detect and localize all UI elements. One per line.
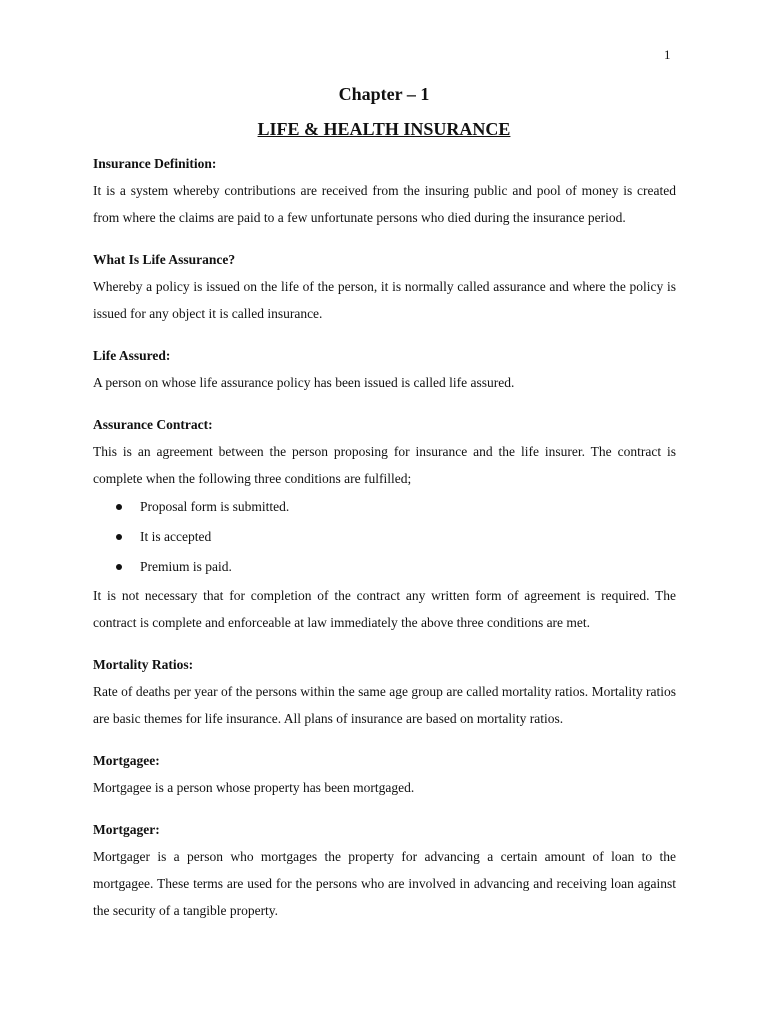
conditions-list — [93, 492, 676, 582]
page-number: 1 — [664, 47, 671, 62]
document-title: LIFE & HEALTH INSURANCE — [257, 119, 511, 139]
section-paragraph: Whereby a policy is issued on the life of the person, it is normally called assurance and where the policy is issued for any object it is called insurance. — [93, 279, 676, 321]
section-mortality-ratios — [93, 651, 676, 732]
section-assurance-contract — [93, 411, 676, 636]
section-life-assurance — [93, 246, 676, 327]
list-item — [93, 492, 676, 522]
section-heading: What Is Life Assurance? — [93, 252, 236, 267]
section-paragraph: Rate of deaths per year of the persons within the same age group are called mortality ratios. Mortality ratios are basic themes for life insurance. All plans of insurance are based on mortality ratios. — [93, 684, 676, 726]
section-paragraph: This is an agreement between the person proposing for insurance and the life insurer. The contract is complete when the following three conditions are fulfilled; — [93, 444, 676, 486]
section-paragraph: It is a system whereby contributions are received from the insuring public and pool of money is created from where the claims are paid to a few unfortunate persons who died during the insurance period. — [93, 183, 676, 225]
section-insurance-definition — [93, 150, 676, 231]
section-paragraph: Mortgager is a person who mortgages the property for advancing a certain amount of loan to the mortgagee. These terms are used for the persons who are involved in advancing and receiving loan against the security of a tangible property. — [93, 849, 676, 918]
list-item-text: Proposal form is submitted. — [140, 499, 290, 514]
section-heading: Life Assured: — [93, 348, 171, 363]
section-heading: Mortgagee: — [93, 753, 160, 768]
section-paragraph: It is not necessary that for completion of the contract any written form of agreement is required. The contract is complete and enforceable at law immediately the above three conditions are met. — [93, 588, 676, 630]
section-heading: Mortality Ratios: — [93, 657, 194, 672]
section-heading: Assurance Contract: — [93, 417, 213, 432]
section-heading: Mortgager: — [93, 822, 160, 837]
list-item — [93, 522, 676, 552]
section-heading: Insurance Definition: — [93, 156, 217, 171]
bullet-icon — [116, 564, 122, 570]
list-item-text: It is accepted — [140, 529, 212, 544]
bullet-icon — [116, 534, 122, 540]
section-mortgagee — [93, 747, 676, 801]
list-item — [93, 552, 676, 582]
document-body — [93, 150, 676, 939]
bullet-icon — [116, 504, 122, 510]
section-paragraph: A person on whose life assurance policy has been issued is called life assured. — [93, 375, 515, 390]
section-paragraph: Mortgagee is a person whose property has been mortgaged. — [93, 780, 415, 795]
chapter-heading: Chapter – 1 — [338, 84, 430, 104]
section-mortgager — [93, 816, 676, 924]
section-life-assured — [93, 342, 676, 396]
list-item-text: Premium is paid. — [140, 559, 232, 574]
